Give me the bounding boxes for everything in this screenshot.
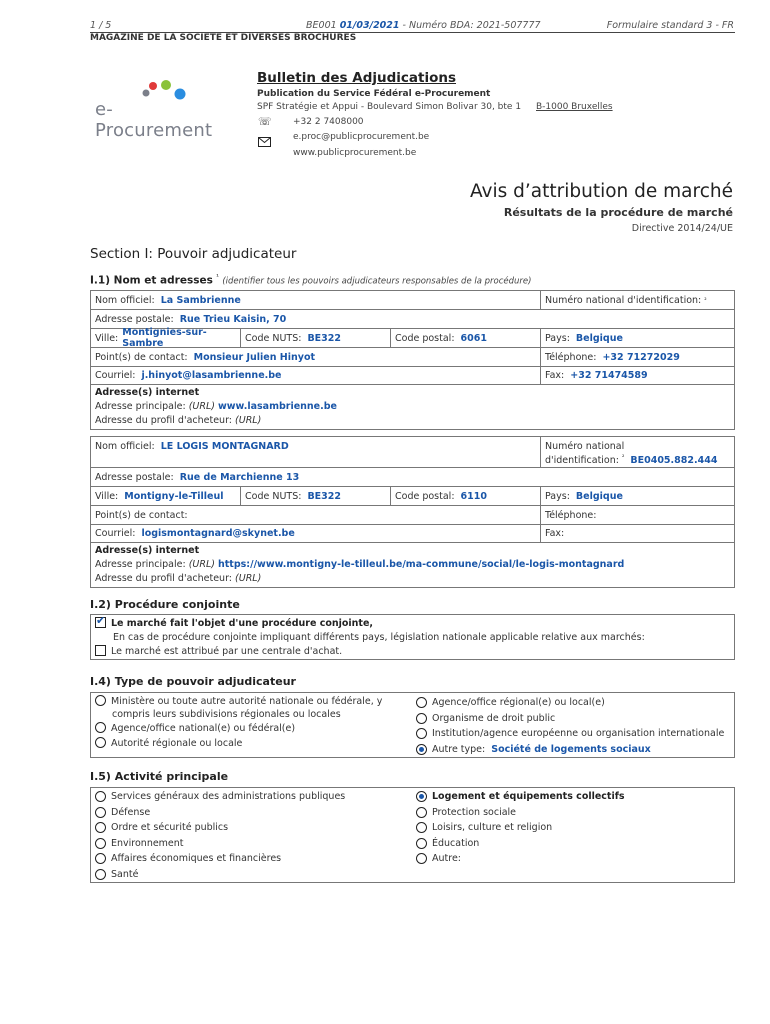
i5-box [90,787,735,883]
i2-box [90,614,735,660]
org2-nuts: BE322 [307,490,341,502]
label: Adresse principale: [95,559,186,570]
i4-option: Agence/office national(e) ou fédéral(e) [111,723,296,734]
org1-contact: Monsieur Julien Hinyot [193,351,316,363]
radio-housing[interactable] [416,791,427,802]
label: Courriel: [95,528,136,539]
logo-dots-icon [95,78,225,100]
i2-title: I.2) Procédure conjointe [90,598,240,611]
i5-option: Défense [111,806,151,818]
logo-text: e-Procurement [95,99,213,141]
radio-social-protection[interactable] [416,807,427,818]
org2-postcode: 6110 [460,490,487,502]
label: Adresse principale: [95,401,186,412]
label: Téléphone: [545,351,597,363]
i5-option: Environnement [111,837,184,849]
label-sup: ² [704,296,707,304]
label: Pays: [545,490,570,502]
label: Code postal: [395,332,455,344]
label-url: (URL) [235,415,262,426]
label: Numéro national d'identification: [545,294,702,306]
phone-icon: ☏ [258,115,272,128]
header-subtitle: MAGAZINE DE LA SOCIETE ET DIVERSES BROCHURES [90,33,357,43]
label: Adresse postale: [95,313,174,325]
i1-sup: ¹ [216,273,219,281]
eprocurement-logo [95,78,225,141]
bulletin-phone: +32 2 7408000 [293,117,364,127]
i5-title: I.5) Activité principale [90,770,229,783]
i5-option: Services généraux des administrations publiques [111,791,346,803]
label: Code postal: [395,490,455,502]
org1-postcode: 6061 [460,332,487,344]
label: Téléphone: [545,509,597,521]
label: Ville: [95,490,119,502]
i1-heading [90,273,531,287]
bulletin-city: B-1000 Bruxelles [536,102,613,112]
label: Adresse du profil d'acheteur: [95,573,233,584]
label-sup: ² [621,454,625,461]
org1-postal: Rue Trieu Kaisin, 70 [179,313,287,325]
org2-city: Montigny-le-Tilleul [124,490,224,502]
notice-subtitle: Résultats de la procédure de marché [503,206,733,219]
doc-id: BE001 [306,20,337,31]
central-label: Le marché est attribué par une centrale d'achat. [111,646,343,657]
internet-heading: Adresse(s) internet [95,545,200,556]
org2-country: Belgique [575,490,623,502]
i4-box [90,692,735,758]
label: Code NUTS: [245,332,302,344]
joint-procedure-checkbox[interactable] [95,617,106,628]
doc-date: 01/03/2021 [339,20,400,31]
org2-postal: Rue de Marchienne 13 [179,471,300,483]
form-type: Formulaire standard 3 - FR [606,20,734,31]
org1-fax: +32 71474589 [570,370,648,381]
bulletin-publisher: Publication du Service Fédéral e-Procurement [257,89,491,99]
doc-reference [306,20,541,31]
page-number: 1 / 5 [90,20,112,31]
radio-environment[interactable] [95,838,106,849]
joint-note: En cas de procédure conjointe impliquant différents pays, législation nationale applicable relative aux marchés: [113,632,645,643]
i4-option: Autorité régionale ou locale [111,738,243,749]
label: Fax: [545,370,565,381]
i5-option: Protection sociale [432,806,517,818]
i5-option: Éducation [432,837,480,849]
label: Courriel: [95,370,136,381]
radio-other-type[interactable] [416,744,427,755]
label: Point(s) de contact: [95,351,188,363]
radio-recreation[interactable] [416,822,427,833]
i4-title: I.4) Type de pouvoir adjudicateur [90,675,296,688]
label: d'identification: [545,455,619,467]
i5-option: Autre: [432,853,461,865]
org1-nuts: BE322 [307,332,341,344]
label: Point(s) de contact: [95,509,188,521]
org2-table [90,436,735,588]
label: Pays: [545,332,570,344]
notice-directive: Directive 2014/24/UE [631,223,733,234]
radio-health[interactable] [95,869,106,880]
radio-european-institution[interactable] [416,728,427,739]
i5-option: Ordre et sécurité publics [111,822,229,834]
i5-option: Affaires économiques et financières [111,853,282,865]
radio-economic-affairs[interactable] [95,853,106,864]
label: Numéro national [545,441,625,452]
label: Adresse du profil d'acheteur: [95,415,233,426]
i4-option: Ministère ou toute autre autorité nationale ou fédérale, y [111,696,383,707]
org1-table [90,290,735,430]
org1-country: Belgique [575,332,623,344]
label: Ville: [95,332,119,344]
i5-option: Logement et équipements collectifs [432,791,625,803]
central-purchasing-checkbox[interactable] [95,645,106,656]
i1-note: (identifier tous les pouvoirs adjudicateurs responsables de la procédure) [222,276,532,287]
label: Fax: [545,528,565,539]
org2-email[interactable]: logismontagnard@skynet.be [141,528,295,539]
joint-label: Le marché fait l'objet d'une procédure conjointe, [111,618,374,629]
mail-icon [258,132,271,151]
label: Code NUTS: [245,490,302,502]
bulletin-web[interactable]: www.publicprocurement.be [293,148,417,158]
radio-regional-authority[interactable] [95,737,106,748]
radio-national-agency[interactable] [95,722,106,733]
label-url: (URL) [188,401,215,412]
bulletin-email[interactable]: e.proc@publicprocurement.be [293,132,430,142]
radio-public-law-body[interactable] [416,713,427,724]
org1-phone: +32 71272029 [602,351,680,363]
i5-option: Santé [111,868,139,880]
label: Nom officiel: [95,294,155,306]
i4-option: Organisme de droit public [432,712,556,724]
i5-option: Loisirs, culture et religion [432,822,553,834]
i1-title: I.1) Nom et adresses [90,274,213,287]
i4-option-cont: compris leurs subdivisions régionales ou locales [112,709,341,720]
i4-other-label: Autre type: [432,743,486,755]
i4-other-value: Société de logements sociaux [491,743,651,755]
i4-option: Agence/office régional(e) ou local(e) [432,697,605,709]
radio-regional-agency[interactable] [416,697,427,708]
bulletin-address: SPF Stratégie et Appui - Boulevard Simon Bolivar 30, bte 1 [257,102,522,112]
org1-email[interactable]: j.hinyot@lasambrienne.be [141,370,282,381]
org1-name: La Sambrienne [160,294,241,306]
label-url: (URL) [235,573,262,584]
org2-name: LE LOGIS MONTAGNARD [160,441,289,452]
bulletin-title: Bulletin des Adjudications [257,70,457,86]
label: Adresse postale: [95,471,174,483]
i4-option: Institution/agence européenne ou organisation internationale [432,728,725,740]
radio-ministry[interactable] [95,695,106,706]
org1-city: Montignies-sur-Sambre [122,327,207,349]
section-title: Section I: Pouvoir adjudicateur [90,246,297,262]
org2-national-id: BE0405.882.444 [630,455,718,467]
org1-url[interactable]: www.lasambrienne.be [218,401,337,412]
label: Nom officiel: [95,441,155,452]
org2-url[interactable]: https://www.montigny-le-tilleul.be/ma-commune/social/le-logis-montagnard [218,559,625,570]
internet-heading: Adresse(s) internet [95,387,200,398]
radio-other-activity[interactable] [416,853,427,864]
radio-public-order[interactable] [95,822,106,833]
radio-defense[interactable] [95,807,106,818]
label-url: (URL) [188,559,215,570]
radio-general-services[interactable] [95,791,106,802]
radio-education[interactable] [416,838,427,849]
notice-title: Avis d’attribution de marché [469,181,733,202]
bda-number: - Numéro BDA: 2021-507777 [402,20,541,31]
